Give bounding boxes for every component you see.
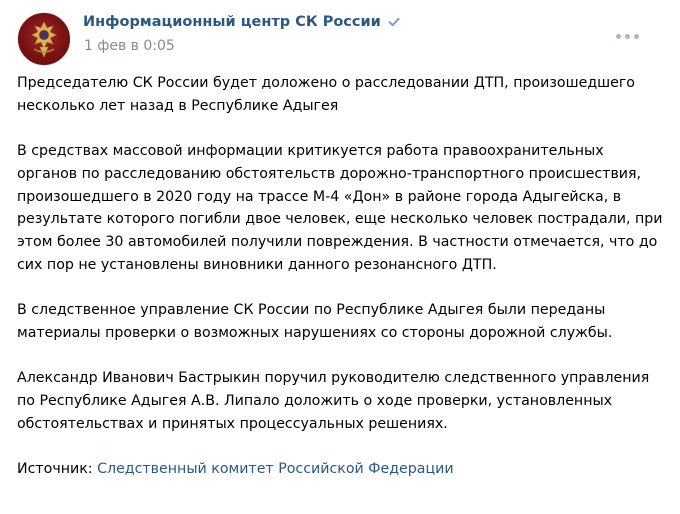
post-date[interactable]: 1 фев в 0:05 (84, 38, 175, 54)
emblem-icon (18, 13, 70, 65)
author-name[interactable] (83, 14, 401, 30)
source-label: Источник: (17, 460, 98, 477)
post-text (17, 72, 667, 503)
paragraph-body-2: В следственное управление СК России по Республике Адыгея были переданы материалы проверки о возможных нарушениях со стороны дорожной службы. (17, 302, 613, 341)
author-label[interactable]: Информационный центр СК России (83, 14, 381, 30)
paragraph-title: Председателю СК России будет доложено о расследовании ДТП, произошедшего несколько лет назад в Республике Адыгея (17, 75, 635, 114)
paragraph-body-3: Александр Иванович Бастрыкин поручил руководителю следственного управления по Республике Адыгея А.В. Липало доложить о ходе проверки, установленных обстоятельствах и принятых процессуальных решениях. (17, 370, 650, 432)
more-dots-icon[interactable] (616, 32, 640, 42)
checkmark-icon (387, 15, 401, 29)
source-line (17, 458, 667, 481)
dot (625, 34, 630, 39)
source-link[interactable]: Следственный комитет Российской Федерации (97, 460, 454, 477)
dot (634, 34, 639, 39)
avatar[interactable] (17, 12, 71, 66)
paragraph-body-1: В средствах массовой информации критикуется работа правоохранительных органов по расследованию обстоятельств дорожно-транспортного происшествия, произошедшего в 2020 году на трассе М-4 «Дон» в районе города Адыгейска, в результате которого погибли двое человек, еще несколько человек пострадали, при этом более 30 автомобилей получили повреждения. В частности отмечается, что до сих пор не установлены виновники данного резонансного ДТП. (17, 142, 663, 273)
dot (616, 34, 621, 39)
